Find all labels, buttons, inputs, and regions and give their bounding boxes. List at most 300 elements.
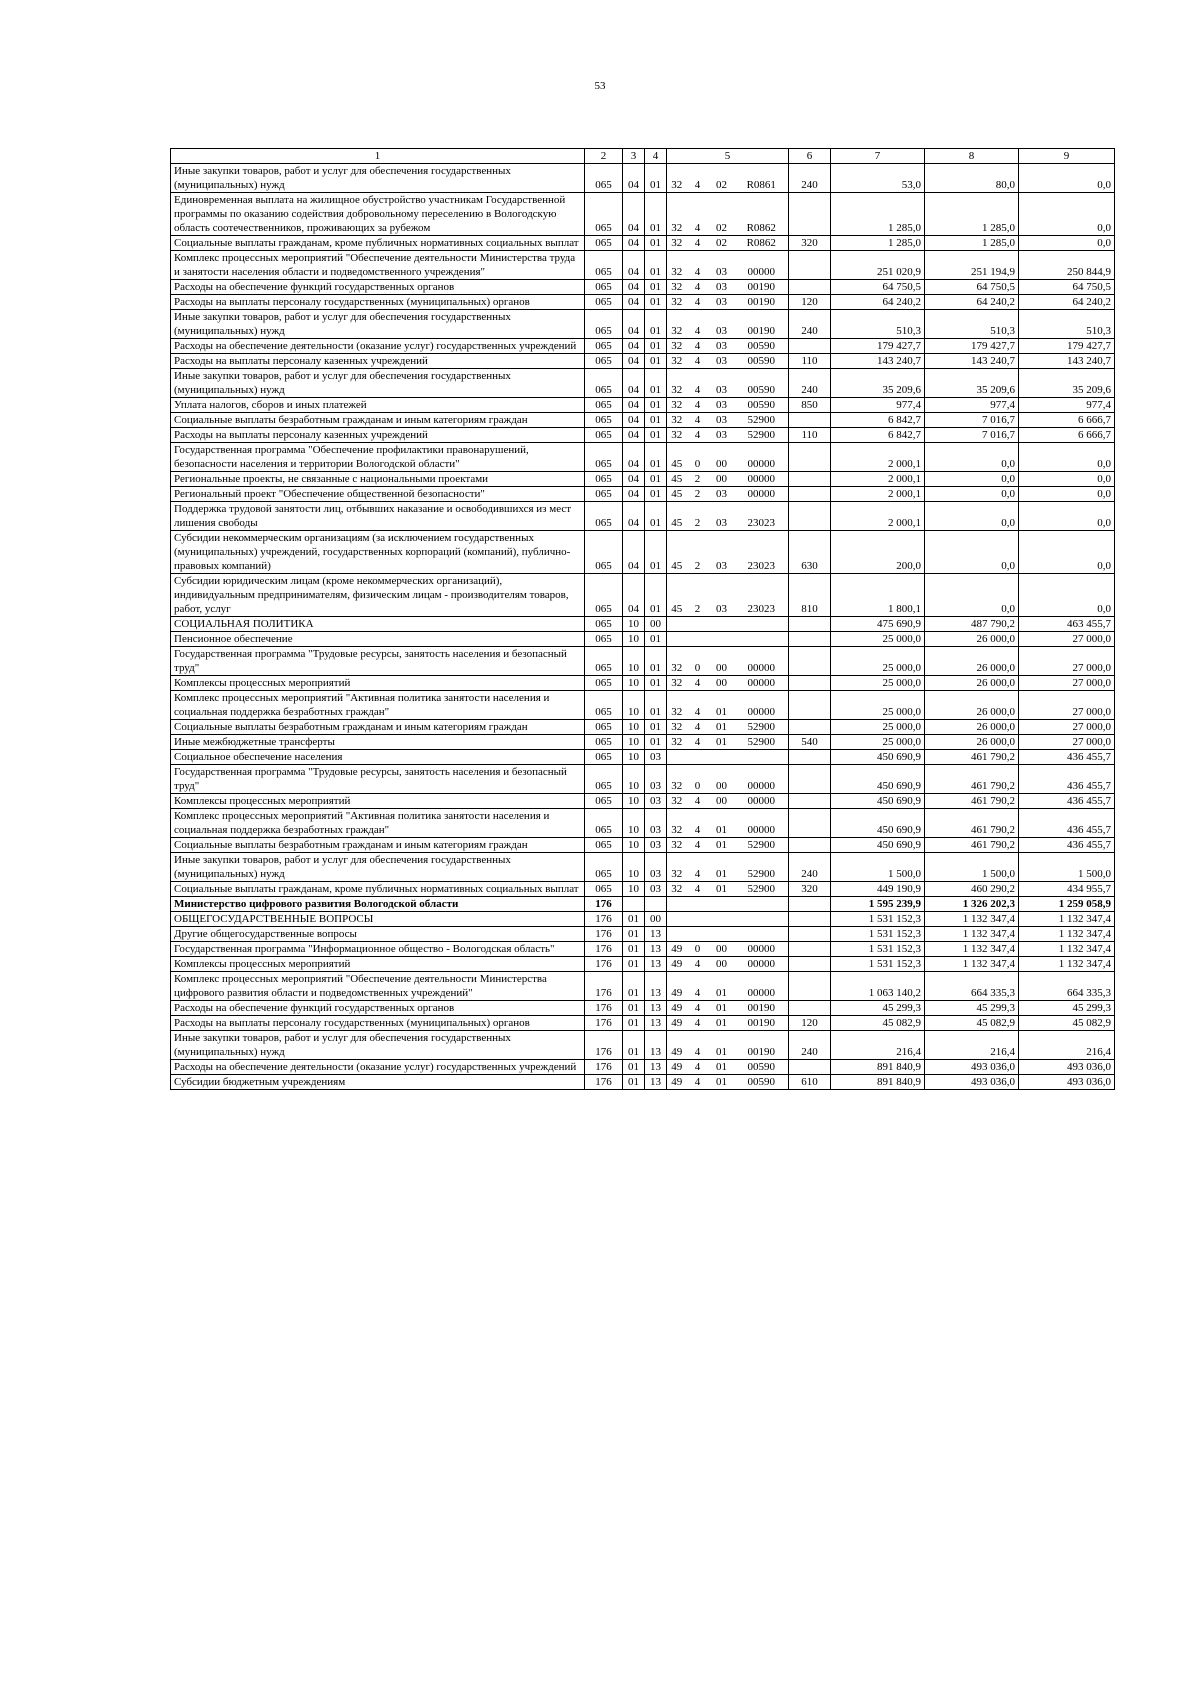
row-name: Социальные выплаты гражданам, кроме публичных нормативных социальных выплат (171, 882, 585, 897)
cell-subprogram-code: 4 (687, 957, 709, 972)
cell-ministry-code: 065 (585, 398, 623, 413)
cell-subsection-code: 01 (645, 720, 667, 735)
row-name: Комплекс процессных мероприятий "Обеспечение деятельности Министерства труда и занятости населения области и подведомственного учреждения" (171, 251, 585, 280)
cell-ministry-code: 065 (585, 369, 623, 398)
cell-subsection-code: 13 (645, 972, 667, 1001)
cell-section-code: 01 (623, 972, 645, 1001)
cell-ministry-code: 065 (585, 853, 623, 882)
cell-event-code: 00 (709, 765, 735, 794)
cell-subsection-code: 13 (645, 927, 667, 942)
table-row (171, 502, 1115, 531)
cell-amount-year3: 0,0 (1019, 164, 1115, 193)
cell-subprogram-code: 4 (687, 369, 709, 398)
cell-subprogram-code: 4 (687, 882, 709, 897)
row-name: Комплексы процессных мероприятий (171, 676, 585, 691)
cell-program-code: 45 (667, 443, 687, 472)
cell-expense-type (789, 765, 831, 794)
table-row (171, 310, 1115, 339)
cell-section-code: 04 (623, 280, 645, 295)
cell-expense-type: 630 (789, 531, 831, 574)
cell-event-code: 03 (709, 251, 735, 280)
cell-amount-year1: 1 285,0 (831, 193, 925, 236)
cell-amount-year2: 26 000,0 (925, 735, 1019, 750)
cell-section-code: 10 (623, 676, 645, 691)
cell-subprogram-code: 0 (687, 942, 709, 957)
cell-expense-type (789, 280, 831, 295)
cell-direction-code (735, 750, 789, 765)
cell-expense-type (789, 443, 831, 472)
cell-expense-type: 240 (789, 164, 831, 193)
cell-event-code: 01 (709, 1060, 735, 1075)
cell-ministry-code: 176 (585, 1075, 623, 1090)
cell-amount-year2: 1 326 202,3 (925, 897, 1019, 912)
cell-program-code: 32 (667, 280, 687, 295)
cell-event-code: 03 (709, 531, 735, 574)
cell-amount-year1: 179 427,7 (831, 339, 925, 354)
cell-amount-year1: 450 690,9 (831, 838, 925, 853)
cell-expense-type (789, 927, 831, 942)
cell-section-code: 04 (623, 443, 645, 472)
cell-amount-year3: 6 666,7 (1019, 413, 1115, 428)
cell-program-code: 45 (667, 487, 687, 502)
cell-subprogram-code: 4 (687, 295, 709, 310)
cell-amount-year1: 64 750,5 (831, 280, 925, 295)
cell-subsection-code: 01 (645, 574, 667, 617)
cell-expense-type (789, 413, 831, 428)
header-cell: 8 (925, 149, 1019, 164)
cell-amount-year2: 26 000,0 (925, 647, 1019, 676)
cell-amount-year2: 461 790,2 (925, 794, 1019, 809)
cell-event-code: 01 (709, 838, 735, 853)
cell-ministry-code: 065 (585, 720, 623, 735)
cell-program-code (667, 617, 687, 632)
cell-event-code: 03 (709, 502, 735, 531)
cell-program-code: 49 (667, 972, 687, 1001)
row-name: Расходы на выплаты персоналу государственных (муниципальных) органов (171, 1016, 585, 1031)
cell-section-code: 04 (623, 164, 645, 193)
cell-ministry-code: 176 (585, 1016, 623, 1031)
cell-amount-year2: 1 132 347,4 (925, 942, 1019, 957)
cell-subsection-code: 01 (645, 295, 667, 310)
cell-section-code (623, 897, 645, 912)
cell-section-code: 04 (623, 236, 645, 251)
row-name: Субсидии некоммерческим организациям (за исключением государственных (муниципальных) учреждений, государственных корпораций (компаний), публично-правовых компаний) (171, 531, 585, 574)
cell-event-code: 00 (709, 957, 735, 972)
header-cell: 9 (1019, 149, 1115, 164)
cell-event-code: 01 (709, 691, 735, 720)
cell-ministry-code: 065 (585, 632, 623, 647)
cell-expense-type: 110 (789, 428, 831, 443)
table-row (171, 838, 1115, 853)
cell-amount-year3: 27 000,0 (1019, 632, 1115, 647)
cell-subprogram-code: 4 (687, 1031, 709, 1060)
budget-table (170, 148, 1115, 1090)
cell-subsection-code (645, 897, 667, 912)
cell-program-code: 32 (667, 251, 687, 280)
cell-direction-code (735, 927, 789, 942)
cell-subsection-code: 01 (645, 443, 667, 472)
cell-amount-year2: 216,4 (925, 1031, 1019, 1060)
cell-section-code: 10 (623, 691, 645, 720)
table-row (171, 942, 1115, 957)
cell-amount-year1: 1 800,1 (831, 574, 925, 617)
row-name: Расходы на выплаты персоналу казенных учреждений (171, 428, 585, 443)
header-cell: 5 (667, 149, 789, 164)
cell-section-code: 04 (623, 487, 645, 502)
cell-amount-year3: 0,0 (1019, 502, 1115, 531)
cell-event-code (709, 897, 735, 912)
cell-ministry-code: 176 (585, 972, 623, 1001)
row-name: Расходы на обеспечение функций государственных органов (171, 1001, 585, 1016)
cell-subsection-code: 01 (645, 691, 667, 720)
cell-subprogram-code: 0 (687, 647, 709, 676)
cell-expense-type: 240 (789, 310, 831, 339)
cell-amount-year2: 1 132 347,4 (925, 912, 1019, 927)
cell-amount-year2: 664 335,3 (925, 972, 1019, 1001)
cell-section-code: 01 (623, 912, 645, 927)
cell-subsection-code: 01 (645, 251, 667, 280)
cell-direction-code: 00000 (735, 472, 789, 487)
cell-section-code: 04 (623, 531, 645, 574)
cell-amount-year1: 450 690,9 (831, 750, 925, 765)
cell-subsection-code: 01 (645, 164, 667, 193)
cell-amount-year1: 45 299,3 (831, 1001, 925, 1016)
cell-section-code: 01 (623, 1031, 645, 1060)
cell-direction-code: 23023 (735, 531, 789, 574)
cell-amount-year3: 463 455,7 (1019, 617, 1115, 632)
cell-direction-code: 00000 (735, 676, 789, 691)
cell-amount-year2: 251 194,9 (925, 251, 1019, 280)
row-name: Пенсионное обеспечение (171, 632, 585, 647)
cell-direction-code: 00590 (735, 369, 789, 398)
cell-subsection-code: 03 (645, 809, 667, 838)
row-name: Субсидии юридическим лицам (кроме некоммерческих организаций), индивидуальным предпринимателям, физическим лицам - производителям товаров, работ, услуг (171, 574, 585, 617)
cell-amount-year1: 891 840,9 (831, 1060, 925, 1075)
cell-amount-year3: 0,0 (1019, 487, 1115, 502)
row-name: Комплекс процессных мероприятий "Обеспечение деятельности Министерства цифрового развития области и подведомственных учреждений" (171, 972, 585, 1001)
cell-amount-year1: 2 000,1 (831, 472, 925, 487)
row-name: Субсидии бюджетным учреждениям (171, 1075, 585, 1090)
cell-subsection-code: 01 (645, 280, 667, 295)
cell-amount-year3: 1 132 347,4 (1019, 942, 1115, 957)
cell-program-code: 49 (667, 957, 687, 972)
cell-amount-year2: 461 790,2 (925, 809, 1019, 838)
cell-amount-year3: 1 259 058,9 (1019, 897, 1115, 912)
cell-section-code: 10 (623, 720, 645, 735)
cell-amount-year3: 250 844,9 (1019, 251, 1115, 280)
cell-amount-year1: 6 842,7 (831, 413, 925, 428)
cell-program-code: 32 (667, 853, 687, 882)
cell-section-code: 10 (623, 794, 645, 809)
cell-section-code: 04 (623, 339, 645, 354)
cell-subprogram-code (687, 897, 709, 912)
cell-subprogram-code: 4 (687, 251, 709, 280)
cell-direction-code: 00000 (735, 942, 789, 957)
cell-direction-code: 52900 (735, 413, 789, 428)
cell-amount-year1: 25 000,0 (831, 676, 925, 691)
cell-event-code (709, 617, 735, 632)
cell-amount-year2: 487 790,2 (925, 617, 1019, 632)
row-name: Иные закупки товаров, работ и услуг для обеспечения государственных (муниципальных) нужд (171, 853, 585, 882)
cell-subprogram-code: 4 (687, 809, 709, 838)
cell-subsection-code: 03 (645, 853, 667, 882)
cell-event-code: 01 (709, 972, 735, 1001)
cell-direction-code: 00000 (735, 443, 789, 472)
cell-direction-code: 00590 (735, 354, 789, 369)
cell-direction-code: 00000 (735, 972, 789, 1001)
cell-amount-year3: 0,0 (1019, 443, 1115, 472)
cell-direction-code: 00590 (735, 1060, 789, 1075)
cell-ministry-code: 176 (585, 912, 623, 927)
cell-amount-year2: 26 000,0 (925, 691, 1019, 720)
cell-ministry-code: 065 (585, 310, 623, 339)
cell-direction-code: 52900 (735, 882, 789, 897)
cell-event-code: 03 (709, 574, 735, 617)
cell-amount-year2: 460 290,2 (925, 882, 1019, 897)
table-row (171, 487, 1115, 502)
cell-subsection-code: 01 (645, 310, 667, 339)
cell-expense-type (789, 912, 831, 927)
cell-program-code: 32 (667, 720, 687, 735)
cell-amount-year3: 27 000,0 (1019, 735, 1115, 750)
cell-subsection-code: 01 (645, 647, 667, 676)
table-row (171, 691, 1115, 720)
cell-amount-year1: 510,3 (831, 310, 925, 339)
cell-ministry-code: 065 (585, 295, 623, 310)
row-name: Расходы на обеспечение деятельности (оказание услуг) государственных учреждений (171, 339, 585, 354)
cell-direction-code (735, 617, 789, 632)
cell-subprogram-code: 2 (687, 531, 709, 574)
cell-ministry-code: 065 (585, 236, 623, 251)
row-name: Уплата налогов, сборов и иных платежей (171, 398, 585, 413)
row-name: Другие общегосударственные вопросы (171, 927, 585, 942)
cell-subsection-code: 03 (645, 882, 667, 897)
cell-section-code: 01 (623, 1016, 645, 1031)
cell-event-code: 00 (709, 647, 735, 676)
cell-direction-code: 00590 (735, 398, 789, 413)
cell-subprogram-code (687, 632, 709, 647)
cell-section-code: 04 (623, 502, 645, 531)
cell-program-code (667, 927, 687, 942)
cell-amount-year3: 510,3 (1019, 310, 1115, 339)
cell-program-code: 32 (667, 735, 687, 750)
cell-amount-year1: 25 000,0 (831, 647, 925, 676)
cell-amount-year3: 45 299,3 (1019, 1001, 1115, 1016)
cell-event-code: 00 (709, 443, 735, 472)
cell-expense-type (789, 676, 831, 691)
cell-direction-code: 00190 (735, 310, 789, 339)
cell-expense-type (789, 750, 831, 765)
cell-amount-year3: 64 240,2 (1019, 295, 1115, 310)
cell-ministry-code: 065 (585, 280, 623, 295)
cell-amount-year2: 0,0 (925, 531, 1019, 574)
cell-event-code: 01 (709, 1075, 735, 1090)
cell-section-code: 10 (623, 809, 645, 838)
cell-ministry-code: 176 (585, 1001, 623, 1016)
cell-expense-type (789, 1060, 831, 1075)
cell-subprogram-code: 4 (687, 1075, 709, 1090)
cell-subprogram-code: 2 (687, 574, 709, 617)
cell-amount-year1: 475 690,9 (831, 617, 925, 632)
row-name: Комплексы процессных мероприятий (171, 957, 585, 972)
cell-program-code: 32 (667, 428, 687, 443)
cell-subsection-code: 01 (645, 369, 667, 398)
cell-expense-type: 540 (789, 735, 831, 750)
cell-subsection-code: 01 (645, 472, 667, 487)
table-row (171, 339, 1115, 354)
cell-subprogram-code (687, 912, 709, 927)
row-name: Поддержка трудовой занятости лиц, отбывших наказание и освободившихся из мест лишения свободы (171, 502, 585, 531)
cell-section-code: 04 (623, 193, 645, 236)
cell-section-code: 04 (623, 354, 645, 369)
cell-event-code: 03 (709, 310, 735, 339)
cell-expense-type (789, 897, 831, 912)
cell-ministry-code: 065 (585, 750, 623, 765)
cell-section-code: 10 (623, 735, 645, 750)
cell-direction-code: 00590 (735, 339, 789, 354)
cell-program-code (667, 912, 687, 927)
table-row (171, 809, 1115, 838)
table-row (171, 428, 1115, 443)
cell-amount-year2: 0,0 (925, 472, 1019, 487)
cell-amount-year2: 179 427,7 (925, 339, 1019, 354)
header-row (171, 149, 1115, 164)
cell-ministry-code: 065 (585, 472, 623, 487)
cell-amount-year1: 2 000,1 (831, 502, 925, 531)
cell-amount-year1: 45 082,9 (831, 1016, 925, 1031)
cell-ministry-code: 176 (585, 1060, 623, 1075)
cell-subprogram-code: 4 (687, 236, 709, 251)
cell-program-code (667, 750, 687, 765)
cell-ministry-code: 176 (585, 1031, 623, 1060)
cell-direction-code: 00590 (735, 1075, 789, 1090)
cell-subsection-code: 13 (645, 1001, 667, 1016)
cell-amount-year1: 25 000,0 (831, 720, 925, 735)
cell-subsection-code: 13 (645, 1075, 667, 1090)
cell-amount-year2: 64 240,2 (925, 295, 1019, 310)
cell-ministry-code: 065 (585, 765, 623, 794)
cell-event-code: 03 (709, 487, 735, 502)
cell-subprogram-code: 2 (687, 487, 709, 502)
cell-event-code: 01 (709, 853, 735, 882)
cell-amount-year3: 493 036,0 (1019, 1060, 1115, 1075)
cell-subprogram-code: 4 (687, 972, 709, 1001)
cell-amount-year3: 0,0 (1019, 472, 1115, 487)
cell-subprogram-code: 4 (687, 676, 709, 691)
cell-ministry-code: 065 (585, 443, 623, 472)
cell-subsection-code: 13 (645, 1060, 667, 1075)
cell-direction-code: 00190 (735, 1031, 789, 1060)
cell-ministry-code: 065 (585, 251, 623, 280)
cell-amount-year2: 26 000,0 (925, 720, 1019, 735)
cell-direction-code: R0861 (735, 164, 789, 193)
cell-amount-year1: 1 531 152,3 (831, 927, 925, 942)
cell-event-code (709, 927, 735, 942)
cell-amount-year3: 664 335,3 (1019, 972, 1115, 1001)
row-name: Расходы на обеспечение деятельности (оказание услуг) государственных учреждений (171, 1060, 585, 1075)
row-name: Социальные выплаты безработным гражданам и иным категориям граждан (171, 720, 585, 735)
cell-section-code: 10 (623, 750, 645, 765)
cell-subsection-code: 01 (645, 632, 667, 647)
row-name: Иные закупки товаров, работ и услуг для обеспечения государственных (муниципальных) нужд (171, 1031, 585, 1060)
cell-event-code: 02 (709, 164, 735, 193)
cell-direction-code (735, 632, 789, 647)
cell-amount-year2: 0,0 (925, 574, 1019, 617)
cell-amount-year2: 493 036,0 (925, 1060, 1019, 1075)
table-row (171, 1001, 1115, 1016)
row-name: Комплексы процессных мероприятий (171, 794, 585, 809)
cell-section-code: 04 (623, 413, 645, 428)
header-cell: 7 (831, 149, 925, 164)
cell-program-code: 49 (667, 1075, 687, 1090)
cell-amount-year3: 6 666,7 (1019, 428, 1115, 443)
cell-subsection-code: 01 (645, 398, 667, 413)
header-cell: 3 (623, 149, 645, 164)
cell-ministry-code: 065 (585, 647, 623, 676)
cell-amount-year1: 891 840,9 (831, 1075, 925, 1090)
cell-subprogram-code: 4 (687, 1001, 709, 1016)
cell-subprogram-code: 4 (687, 691, 709, 720)
cell-event-code: 01 (709, 720, 735, 735)
cell-expense-type (789, 193, 831, 236)
cell-expense-type (789, 1001, 831, 1016)
cell-subsection-code: 03 (645, 765, 667, 794)
row-name: Государственная программа "Обеспечение профилактики правонарушений, безопасности населения и территории Вологодской области" (171, 443, 585, 472)
row-name: Комплекс процессных мероприятий "Активная политика занятости населения и социальная поддержка безработных граждан" (171, 691, 585, 720)
cell-amount-year1: 450 690,9 (831, 765, 925, 794)
cell-ministry-code: 065 (585, 487, 623, 502)
cell-expense-type (789, 502, 831, 531)
cell-amount-year3: 216,4 (1019, 1031, 1115, 1060)
cell-event-code: 01 (709, 735, 735, 750)
cell-direction-code (735, 912, 789, 927)
cell-direction-code: 00190 (735, 1016, 789, 1031)
cell-direction-code: R0862 (735, 193, 789, 236)
cell-subprogram-code: 4 (687, 310, 709, 339)
cell-event-code: 03 (709, 339, 735, 354)
cell-section-code: 04 (623, 251, 645, 280)
cell-ministry-code: 065 (585, 882, 623, 897)
cell-amount-year2: 35 209,6 (925, 369, 1019, 398)
cell-amount-year3: 143 240,7 (1019, 354, 1115, 369)
cell-subsection-code: 03 (645, 838, 667, 853)
table-row (171, 750, 1115, 765)
cell-amount-year2: 510,3 (925, 310, 1019, 339)
cell-ministry-code: 176 (585, 942, 623, 957)
cell-amount-year1: 35 209,6 (831, 369, 925, 398)
cell-section-code: 01 (623, 942, 645, 957)
table-row (171, 972, 1115, 1001)
table-row (171, 354, 1115, 369)
row-name: Расходы на обеспечение функций государственных органов (171, 280, 585, 295)
cell-subsection-code: 00 (645, 912, 667, 927)
cell-amount-year2: 1 132 347,4 (925, 957, 1019, 972)
cell-event-code (709, 912, 735, 927)
table-row (171, 676, 1115, 691)
cell-program-code: 32 (667, 838, 687, 853)
cell-amount-year2: 461 790,2 (925, 765, 1019, 794)
cell-amount-year2: 0,0 (925, 443, 1019, 472)
cell-amount-year2: 1 500,0 (925, 853, 1019, 882)
row-name: Расходы на выплаты персоналу казенных учреждений (171, 354, 585, 369)
cell-event-code (709, 750, 735, 765)
cell-amount-year3: 64 750,5 (1019, 280, 1115, 295)
cell-subprogram-code: 4 (687, 1016, 709, 1031)
cell-subprogram-code: 4 (687, 735, 709, 750)
row-name: Государственная программа "Трудовые ресурсы, занятость населения и безопасный труд" (171, 765, 585, 794)
table-row (171, 1075, 1115, 1090)
cell-expense-type: 320 (789, 882, 831, 897)
